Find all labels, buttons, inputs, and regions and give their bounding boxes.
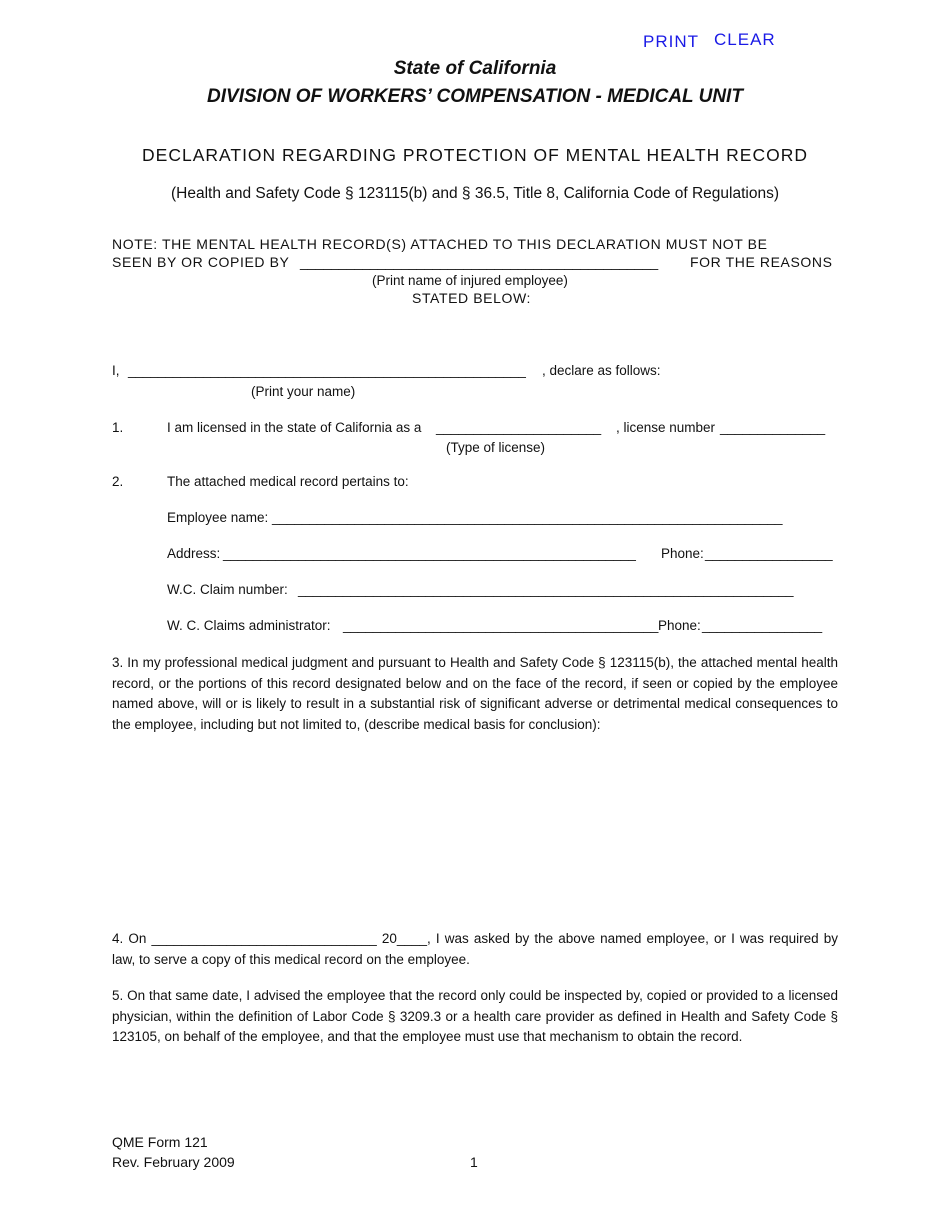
- administrator-field[interactable]: __________________________________________: [343, 618, 659, 633]
- license-number-label: , license number: [616, 420, 716, 435]
- note-line-3: STATED BELOW:: [412, 290, 532, 306]
- license-number-blank[interactable]: ______________: [720, 420, 826, 435]
- item-1-text: I am licensed in the state of California as a: [167, 420, 422, 435]
- page-number: 1: [470, 1154, 478, 1170]
- administrator-phone-label: Phone:: [658, 618, 701, 633]
- employee-name-label: Employee name:: [167, 510, 269, 525]
- note-line-2-suffix: FOR THE REASONS: [690, 254, 833, 270]
- item-4-text: , I was asked by the above named employee, or I was required by law, to serve a copy of this medical record on the employee.: [112, 931, 838, 967]
- service-date-field[interactable]: ______________________________: [151, 931, 377, 946]
- page-subtitle: (Health and Safety Code § 123115(b) and § 36.5, Title 8, California Code of Regulations): [170, 185, 780, 202]
- division-heading: DIVISION OF WORKERS’ COMPENSATION - MEDICAL UNIT: [207, 86, 743, 107]
- page-title: DECLARATION REGARDING PROTECTION OF MENTAL HEALTH RECORD: [142, 145, 808, 165]
- claim-number-label: W.C. Claim number:: [167, 582, 288, 597]
- address-phone-field[interactable]: _________________: [705, 546, 833, 561]
- item-4-prefix: 4. On: [112, 931, 147, 946]
- license-type-caption: (Type of license): [446, 440, 546, 455]
- item-4-paragraph: [112, 929, 838, 970]
- medical-basis-area[interactable]: [112, 740, 838, 920]
- item-3-paragraph: 3. In my professional medical judgment and pursuant to Health and Safety Code § 123115(b), the attached mental health record, or the portions of this record designated below and on the face of the record, if seen or copied by the employee named above, will or is likely to result in a substantial risk of significant adverse or detrimental medical consequences to the employee, including but not limited to, (describe medical basis for conclusion):: [112, 655, 838, 732]
- revision-date: Rev. February 2009: [112, 1154, 235, 1170]
- declarant-suffix: , declare as follows:: [542, 363, 661, 378]
- declarant-caption: (Print your name): [251, 384, 356, 399]
- employee-name-caption: (Print name of injured employee): [372, 273, 568, 288]
- employee-name-blank-top[interactable]: ______________________________________________: [300, 254, 659, 270]
- claim-number-field[interactable]: __________________________________________________________________: [298, 582, 794, 597]
- address-label: Address:: [167, 546, 221, 561]
- administrator-label: W. C. Claims administrator:: [167, 618, 331, 633]
- declarant-name-blank[interactable]: _____________________________________________________: [128, 363, 526, 378]
- license-type-blank[interactable]: ______________________: [436, 420, 602, 435]
- note-line-2-prefix: SEEN BY OR COPIED BY: [112, 254, 290, 270]
- employee-name-field[interactable]: ____________________________________________________________________: [272, 510, 783, 525]
- clear-button[interactable]: CLEAR: [714, 30, 776, 49]
- item-2-number: 2.: [112, 474, 124, 489]
- form-number: QME Form 121: [112, 1134, 208, 1150]
- address-field[interactable]: _______________________________________________________: [223, 546, 636, 561]
- item-1-number: 1.: [112, 420, 124, 435]
- service-year-field[interactable]: ____: [396, 931, 427, 946]
- item-5-paragraph: 5. On that same date, I advised the employee that the record only could be inspected by, copied or provided to a licensed physician, within the definition of Labor Code § 3209.3 or a health care provider as defined in Health and Safety Code § 123105, on behalf of the employee, and that the employee must use that mechanism to obtain the record.: [112, 988, 838, 1044]
- administrator-phone-field[interactable]: ________________: [702, 618, 823, 633]
- print-button[interactable]: PRINT: [643, 32, 699, 51]
- year-prefix: 20: [381, 931, 397, 946]
- note-line-1: NOTE: THE MENTAL HEALTH RECORD(S) ATTACHED TO THIS DECLARATION MUST NOT BE: [112, 236, 768, 252]
- address-phone-label: Phone:: [661, 546, 704, 561]
- declarant-prefix: I,: [112, 363, 120, 378]
- item-2-text: The attached medical record pertains to:: [167, 474, 409, 489]
- state-heading: State of California: [393, 58, 557, 79]
